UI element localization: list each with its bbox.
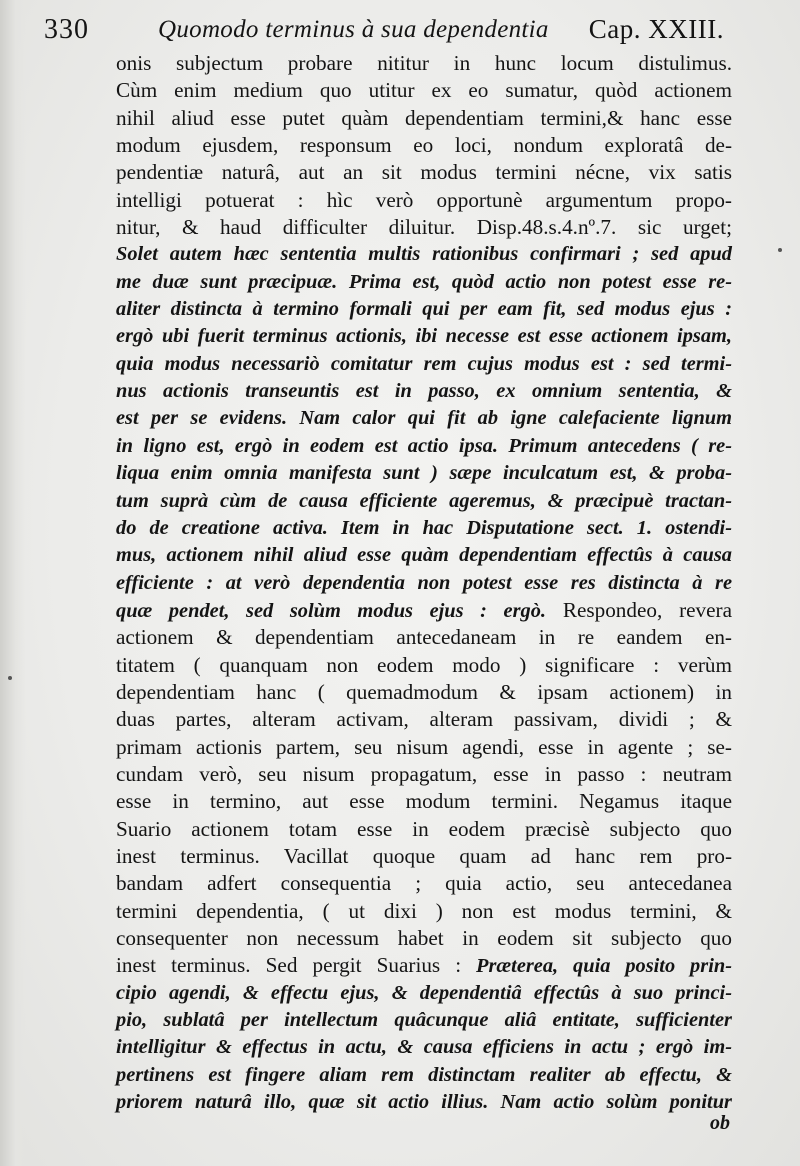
text-line [116, 241, 732, 268]
text-line-content: ergò ubi fuerit terminus actionis, ibi necesse est esse actionem ipsam, [116, 325, 732, 348]
text-line-content: onis subjectum probare nititur in hunc locum distulimus. [116, 51, 732, 75]
text-line-content: nitur, & haud difficulter diluitur. Disp.48.s.4.nº.7. sic urget; [116, 215, 732, 240]
text-line [116, 488, 732, 515]
text-line-content: liqua enim omnia manifesta sunt ) sæpe inculcatum est, & proba- [116, 462, 732, 485]
text-line-content: in ligno est, ergò in eodem est actio ipsa. Primum antecedens ( re- [116, 434, 732, 457]
text-line-content: esse in termino, aut esse modum termini. Negamus itaque [116, 789, 732, 814]
text-line-content: consequenter non necessum habet in eodem sit subjecto quo [116, 926, 732, 950]
text-line-content: primam actionis partem, seu nisum agendi, esse in agente ; se- [116, 734, 732, 759]
text-line [116, 132, 732, 159]
text-line-content: mus, actionem nihil aliud esse quàm dependentiam effectûs à causa [116, 544, 732, 567]
text-line-content: Cùm enim medium quo utitur ex eo sumatur, quòd actionem [116, 78, 732, 103]
text-line [116, 351, 732, 378]
text-line [116, 706, 732, 733]
chapter-label: Cap. XXIII. [588, 14, 724, 44]
text-line [116, 898, 732, 925]
text-line-content: aliter distincta à termino formali qui per eam fit, sed modus ejus : [116, 298, 732, 321]
text-line [116, 761, 732, 788]
text-line-content: modum ejusdem, responsum eo loci, nondum exploratâ de- [116, 133, 732, 158]
binding-gutter [0, 0, 26, 1166]
text-line [116, 433, 732, 460]
text-line-tail: Præterea, quia posito prin- [461, 955, 732, 978]
text-line-content: pertinens est fingere aliam rem distinctam realiter ab effectu, & [116, 1063, 732, 1086]
text-line [116, 679, 732, 706]
text-line-content: efficiente : at verò dependentia non potest esse res distincta à re [116, 571, 732, 594]
text-line [116, 1007, 732, 1034]
text-line [116, 269, 732, 296]
text-line [116, 405, 732, 432]
text-line [116, 570, 732, 597]
text-line [116, 952, 732, 979]
text-line-content: nus actionis transeuntis est in passo, ex omnium sententia, & [116, 380, 732, 403]
text-line-content: est per se evidens. Nam calor qui fit ab igne calefaciente lignum [116, 407, 732, 430]
text-line-content: do de creatione activa. Item in hac Disputatione sect. 1. ostendi- [116, 516, 732, 539]
text-line-content: dependentiam hanc ( quemadmodum & ipsam actionem) in [116, 679, 732, 704]
text-line-content: inest terminus. Vacillat quoque quam ad hanc rem pro- [116, 843, 732, 868]
text-line-content: me duæ sunt præcipuæ. Prima est, quòd actio non potest esse re- [116, 270, 732, 293]
text-line [116, 597, 732, 624]
text-line-content: quæ pendet, sed solùm modus ejus : ergò. [116, 599, 547, 622]
text-line [116, 214, 732, 241]
text-line [116, 460, 732, 487]
text-line-content: pio, sublatâ per intellectum quâcunque aliâ entitate, sufficienter [116, 1009, 732, 1032]
text-line [116, 843, 732, 870]
page-number: 330 [44, 14, 89, 45]
text-line-content: nihil aliud esse putet quàm dependentiam termini,& hanc esse [116, 105, 732, 130]
text-line-content: Solet autem hæc sententia multis rationibus confirmari ; sed apud [116, 243, 732, 266]
text-line [116, 296, 732, 323]
running-head [44, 14, 724, 46]
text-line [116, 187, 732, 214]
text-line-content: intelligitur & effectus in actu, & causa efficiens in actu ; ergò im- [116, 1036, 732, 1059]
text-line-content: duas partes, alteram activam, alteram passivam, dividi ; & [116, 707, 732, 732]
text-line [116, 870, 732, 897]
text-line-content: titatem ( quanquam non eodem modo ) significare : verùm [116, 652, 732, 677]
text-line [116, 323, 732, 350]
text-line-content: inest terminus. Sed pergit Suarius : [116, 953, 462, 978]
margin-speck [8, 676, 12, 680]
text-line [116, 788, 732, 815]
text-line [116, 159, 732, 186]
text-line-content: Suario actionem totam esse in eodem præcisè subjecto quo [116, 816, 732, 841]
catchword: ob [710, 1112, 730, 1134]
text-line [116, 378, 732, 405]
text-line-content: bandam adfert consequentia ; quia actio, seu antecedanea [116, 871, 732, 896]
text-line-tail: Respondeo, revera [546, 597, 732, 622]
text-line-content: termini dependentia, ( ut dixi ) non est modus termini, & [116, 898, 732, 923]
text-line [116, 542, 732, 569]
text-line [116, 624, 732, 651]
text-line [116, 925, 732, 952]
text-line-content: actionem & dependentiam antecedaneam in re eandem en- [116, 625, 732, 650]
margin-speck [778, 248, 782, 252]
text-line-content: pendentiæ naturâ, aut an sit modus termini nécne, vix satis [116, 160, 732, 185]
text-line [116, 652, 732, 679]
text-line [116, 105, 732, 132]
text-line-content: cundam verò, seu nisum propagatum, esse in passo : neutram [116, 761, 732, 786]
text-line [116, 1089, 732, 1116]
text-line-content: tum suprà cùm de causa efficiente ageremus, & præcipuè tractan- [116, 489, 732, 512]
text-line-content: priorem naturâ illo, quæ sit actio illius. Nam actio solùm ponitur [116, 1091, 732, 1114]
text-line [116, 1062, 732, 1089]
text-line [116, 980, 732, 1007]
text-line-content: intelligi potuerat : hìc verò opportunè argumentum propo- [116, 187, 732, 212]
text-line [116, 515, 732, 542]
text-line [116, 77, 732, 104]
text-line [116, 816, 732, 843]
text-line [116, 734, 732, 761]
body-text [116, 50, 732, 1116]
text-line-content: cipio agendi, & effectu ejus, & dependentiâ effectûs à suo princi- [116, 981, 732, 1004]
text-line [116, 50, 732, 77]
running-title: Quomodo terminus à sua dependentia [158, 16, 549, 43]
text-line-content: quia modus necessariò comitatur rem cujus modus est : sed termi- [116, 352, 732, 375]
text-line [116, 1034, 732, 1061]
